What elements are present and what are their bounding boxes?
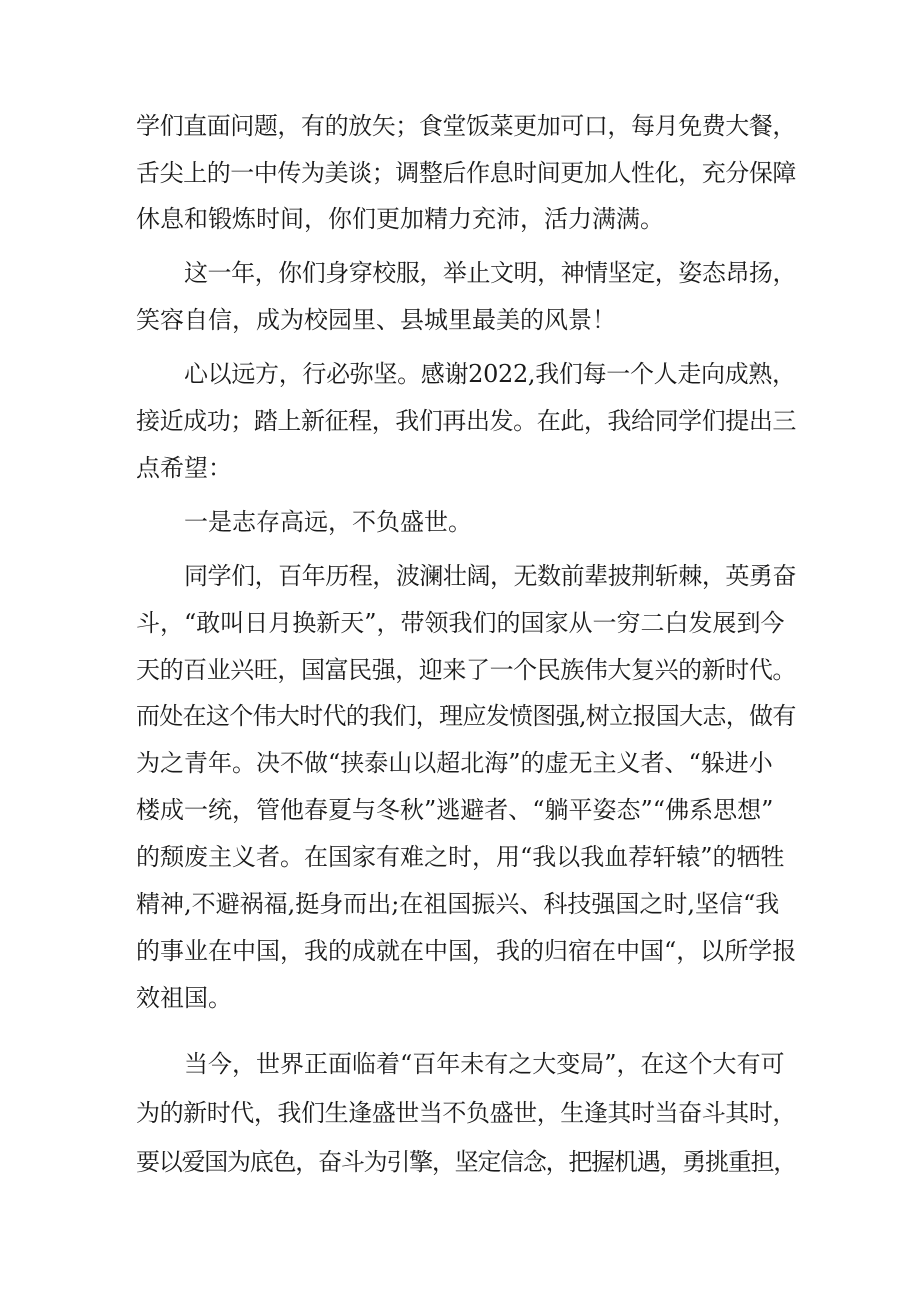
text-line: 为之青年。决不做“挟泰山以超北海”的虚无主义者、“躲进小 [136,749,773,777]
text-line: 效祖国。 [136,984,232,1012]
text-line: 点希望： [136,454,232,482]
text-line: 要以爱国为底色，奋斗为引擎，坚定信念，把握机遇，勇挑重担， [136,1148,796,1176]
text-line: 笑容自信，成为校园里、县城里最美的风景！ [136,306,616,334]
text-line: 当今，世界正面临着“百年未有之大变局”，在这个大有可 [184,1050,785,1078]
text-line: 精神,不避祸福,挺身而出;在祖国振兴、科技强国之时,坚信“我 [136,890,780,918]
text-line: 天的百业兴旺，国富民强，迎来了一个民族伟大复兴的新时代。 [136,656,796,684]
text-line: 同学们，百年历程，波澜壮阔，无数前辈披荆斩棘，英勇奋 [184,562,796,590]
text-line: 学们直面问题，有的放矢；食堂饭菜更加可口，每月免费大餐， [136,112,796,140]
text-line: 休息和锻炼时间，你们更加精力充沛，活力满满。 [136,205,664,233]
text-line: 的事业在中国，我的成就在中国，我的归宿在中国“，以所学报 [136,937,797,965]
text-line: 而处在这个伟大时代的我们，理应发愤图强,树立报国大志，做有 [136,702,796,730]
text-line: 这一年，你们身穿校服，举止文明，神情坚定，姿态昂扬， [184,259,796,287]
text-line: 楼成一统，管他春夏与冬秋”逃避者、“躺平姿态”“佛系思想” [136,796,774,824]
text-line: 斗，“敢叫日月换新天”，带领我们的国家从一穷二白发展到今 [136,609,785,637]
text-line: 接近成功；踏上新征程，我们再出发。在此，我给同学们提出三 [136,407,796,435]
text-line: 舌尖上的一中传为美谈；调整后作息时间更加人性化，充分保障 [136,159,796,187]
text-line: 心以远方，行必弥坚。感谢2022,我们每一个人走向成熟， [184,360,796,388]
text-line: 的颓废主义者。在国家有难之时，用“我以我血荐轩辕”的牺牲 [136,843,785,871]
section-heading: 一是志存高远，不负盛世。 [184,508,472,536]
text-line: 为的新时代，我们生逢盛世当不负盛世，生逢其时当奋斗其时， [136,1099,796,1127]
